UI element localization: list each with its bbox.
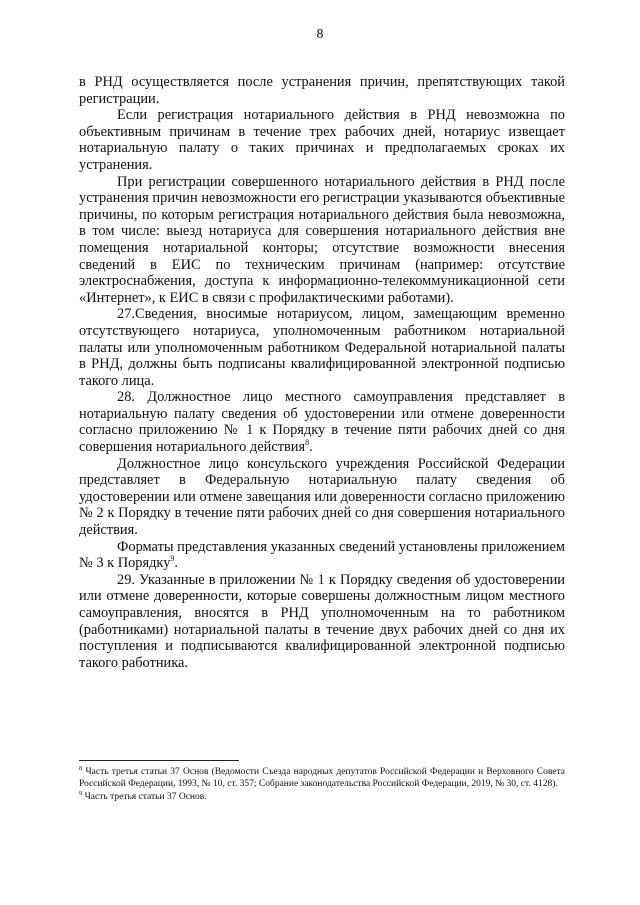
footnote-9 [79,791,565,803]
paragraph-continuation: в РНД осуществляется после устранения причин, препятствующих такой регистрации. [79,74,565,107]
footnote-9-text: Часть третья статьи 37 Основ. [84,791,207,802]
paragraph-registration-impossible: Если регистрация нотариального действия в РНД невозможна по объективным причинам в течение трех рабочих дней, нотариус извещает нотариальную палату о таких причинах и предполагаемых сроках их устранения. [79,107,565,173]
paragraph-item-28: 28. Должностное лицо местного самоуправления представляет в нотариальную палату сведения об удостоверении или отмене доверенности согласно приложению № 1 к Порядку в течение пяти рабочих дней со дня совершения нотариального действия$^8$. [79,389,565,456]
footnote-separator [79,760,239,761]
paragraph-formats: Форматы представления указанных сведений установлены приложением № 3 к Порядку$^9$. [79,538,565,572]
footnote-8-text: Часть третья статьи 37 Основ (Ведомости Съезда народных депутатов Российской Федерации и Верховного Совета Российской Федерации, 1993, № 10, ст. 357; Собрание законодательства Российской Федерации, 2019, № 30, ст. 4128). [79,767,566,790]
footnote-8 [79,766,565,791]
paragraph-item-29: 29. Указанные в приложении № 1 к Порядку сведения об удостоверении или отмене доверенности, которые совершены должностным лицом местного самоуправления, вносятся в РНД уполномоченным на то работником (работниками) нотариальной палаты в течение двух рабочих дней со дня их поступления и подписываются квалифицированной электронной подписью такого работника. [79,571,565,671]
paragraph-consular-official: Должностное лицо консульского учреждения Российской Федерации представляет в Федеральную нотариальную палату сведения об удостоверении или отмене завещания или доверенности согласно приложению № 2 к Порядку в течение пяти рабочих дней со дня совершения нотариального действия. [79,455,565,539]
footnotes [79,766,565,803]
paragraph-registration-after-fix: При регистрации совершенного нотариального действия в РНД после устранения причин невозможности его регистрации указываются объективные причины, по которым регистрация нотариального действия была невозможна, в том числе: выезд нотариуса для совершения нотариального действия вне помещения нотариальной конторы; отсутствие возможности внесения сведений в ЕИС по техническим причинам (например: отсутствие электроснабжения, доступа к информационно-телекоммуникационной сети «Интернет», к ЕИС в связи с профилактическими работами). [79,173,565,306]
footnote-ref-9: 9 [170,554,175,564]
paragraph-item-28-text: 28. Должностное лицо местного самоуправления представляет в нотариальную палату сведения об удостоверении или отмене доверенности согласно приложению № 1 к Порядку в течение пяти рабочих дней со дня совершения нотариального действия [79,389,565,456]
footnote-ref-8: 8 [305,438,310,448]
paragraph-formats-text: Форматы представления указанных сведений установлены приложением № 3 к Порядку [79,538,565,572]
document-body [79,74,565,671]
footnote-mark-8: 8 [79,764,83,772]
page-number: 8 [316,27,324,42]
footnote-mark-9: 9 [79,789,83,797]
paragraph-item-27: 27.Сведения, вносимые нотариусом, лицом, замещающим временно отсутствующего нотариуса, уполномоченным работником нотариальной палаты или уполномоченным работником Федеральной нотариальной палаты в РНД, должны быть подписаны квалифицированной электронной подписью такого лица. [79,306,565,389]
